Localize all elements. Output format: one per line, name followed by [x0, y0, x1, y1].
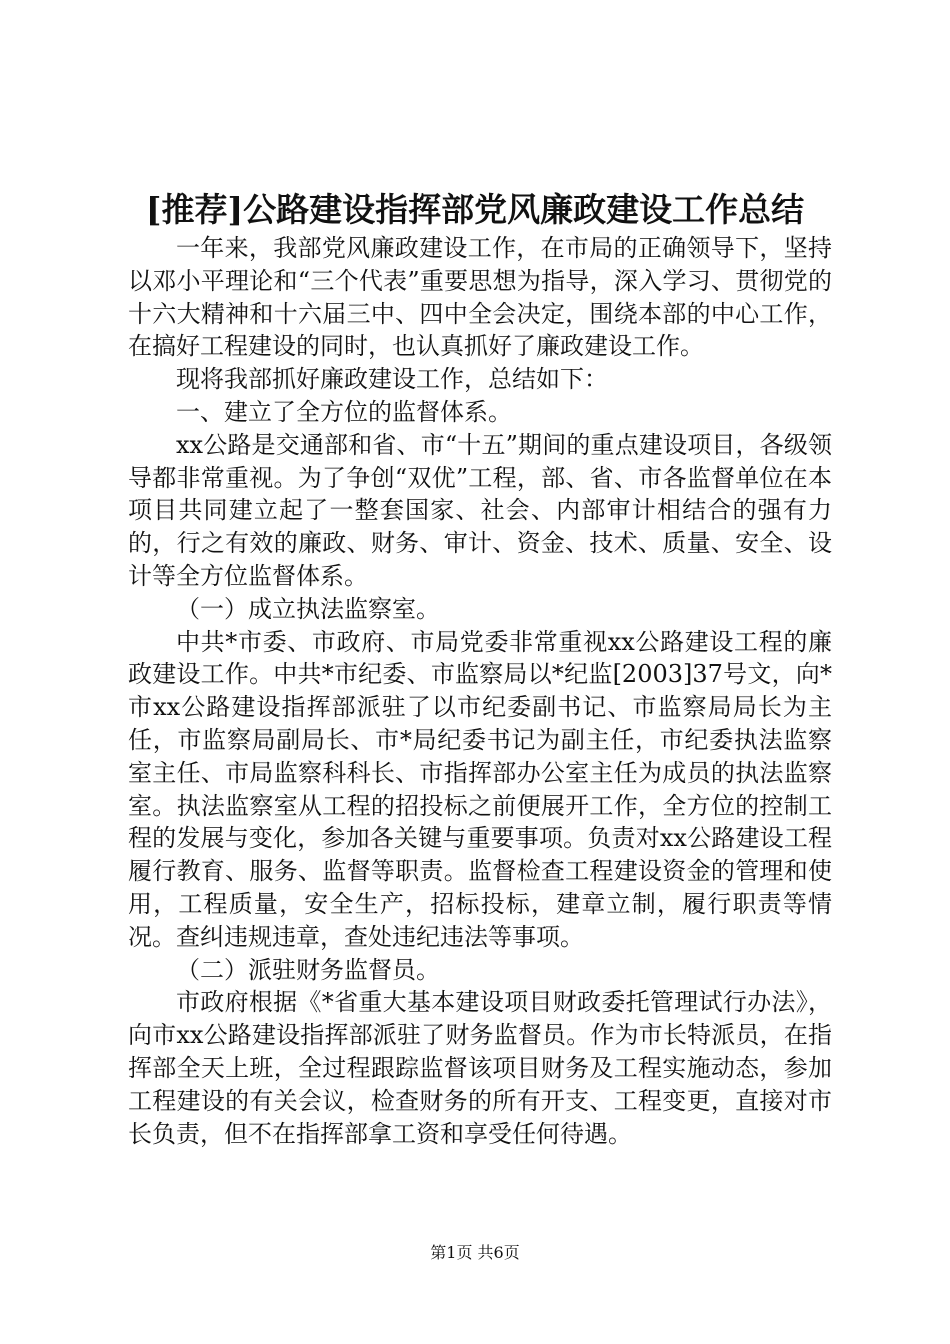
paragraph-supervision-office: 中共*市委、市政府、市局党委非常重视xx公路建设工程的廉政建设工作。中共*市纪委、市监察局以*纪监[2003]37号文，向*市xx公路建设指挥部派驻了以市纪委副书记、市监察局局长为主任，市监察局副局长、市*局纪委书记为副主任，市纪委执法监察室主任、市局监察科科长、市指挥部办公室主任为成员的执法监察室。执法监察室从工程的招投标之前便展开工作，全方位的控制工程的发展与变化，参加各关键与重要事项。负责对xx公路建设工程履行教育、服务、监督等职责。监督检查工程建设资金的管理和使用，工程质量，安全生产，招标投标，建章立制，履行职责等情况。查纠违规违章，查处违纪违法等事项。: [128, 627, 832, 951]
page-number-footer: 第1页 共6页: [430, 1243, 520, 1262]
subsection-heading-2: （二）派驻财务监督员。: [176, 955, 440, 984]
paragraph-finance-supervisor: 市政府根据《*省重大基本建设项目财政委托管理试行办法》，向市xx公路建设指挥部派驻了财务监督员。作为市长特派员，在指挥部全天上班，全过程跟踪监督该项目财务及工程实施动态，参加工程建设的有关会议，检查财务的所有开支、工程变更，直接对市长负责，但不在指挥部拿工资和享受任何待遇。: [128, 988, 832, 1148]
subsection-heading-1: （一）成立执法监察室。: [176, 594, 440, 623]
paragraph-intro: 一年来，我部党风廉政建设工作，在市局的正确领导下，坚持以邓小平理论和“三个代表”重要思想为指导，深入学习、贯彻党的十六大精神和十六届三中、四中全会决定，围绕本部的中心工作，在搞好工程建设的同时，也认真抓好了廉政建设工作。: [128, 234, 832, 361]
paragraph-summary-lead: 现将我部抓好廉政建设工作，总结如下：: [176, 365, 608, 394]
document-body: [128, 232, 832, 1150]
document-title: [推荐]公路建设指挥部党风廉政建设工作总结: [145, 190, 805, 229]
section-heading-1: 一、建立了全方位的监督体系。: [176, 397, 512, 426]
paragraph-supervision-system: xx公路是交通部和省、市“十五”期间的重点建设项目，各级领导都非常重视。为了争创“双优”工程，部、省、市各监督单位在本项目共同建立起了一整套国家、社会、内部审计相结合的强有力的，行之有效的廉政、财务、审计、资金、技术、质量、安全、设计等全方位监督体系。: [128, 430, 832, 590]
